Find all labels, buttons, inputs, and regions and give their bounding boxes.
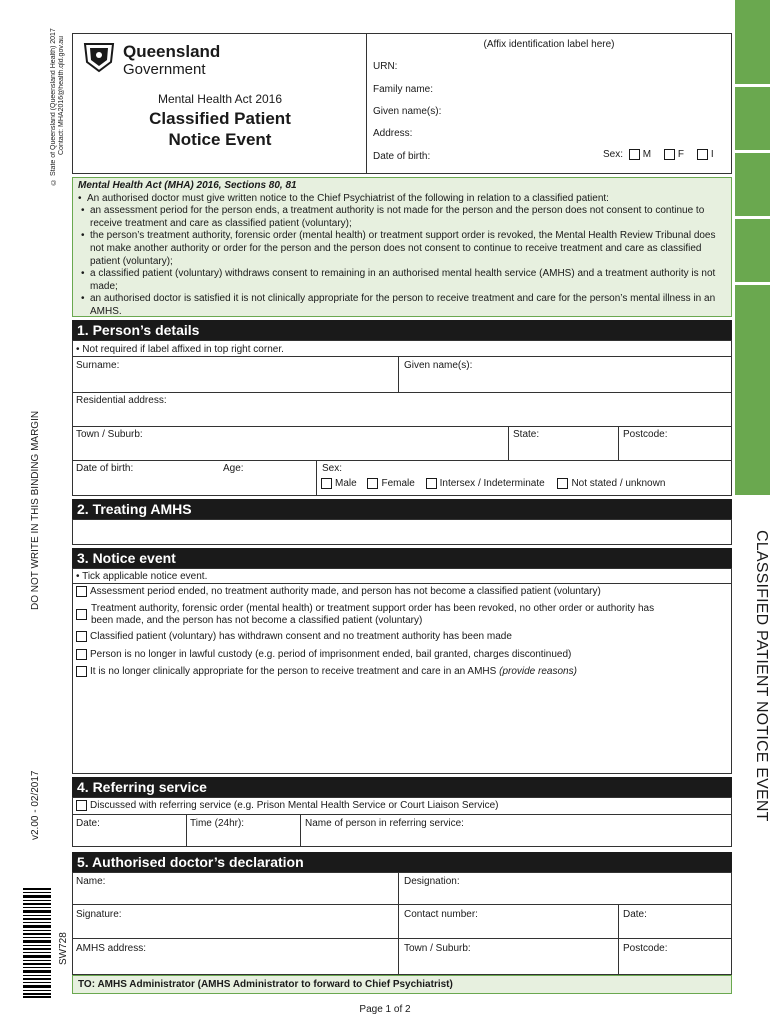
amhs-postcode-field[interactable]: Postcode: xyxy=(623,943,668,954)
form-code: SW728 xyxy=(58,932,69,965)
sex-m-label: M xyxy=(642,149,652,161)
residential-address-field[interactable]: Residential address: xyxy=(76,395,167,406)
male-label: Male xyxy=(335,478,357,490)
divider xyxy=(186,814,187,847)
info-intro: • An authorised doctor must give written notice to the Chief Psychiatrist of the following in relation to a classified patient: xyxy=(78,193,726,206)
notice-option-4-label: Person is no longer in lawful custody (e.g. period of imprisonment ended, bail granted, charges discontinued) xyxy=(90,649,572,661)
section-3-header: 3. Notice event xyxy=(72,548,732,568)
green-tab-3 xyxy=(735,153,770,216)
section-1-header: 1. Person’s details xyxy=(72,320,732,340)
info-item: • an authorised doctor is satisfied it is not clinically appropriate for the person to receive treatment and care for the person’s mental illness in an AMHS. xyxy=(78,293,726,318)
info-heading: Mental Health Act (MHA) 2016, Sections 80, 81 xyxy=(78,180,297,191)
notice-option-5-note: (provide reasons) xyxy=(499,666,577,678)
state-field[interactable]: State: xyxy=(513,429,540,440)
notice-option-2-checkbox[interactable] xyxy=(76,609,87,620)
divider xyxy=(398,356,399,392)
referral-person-field[interactable]: Name of person in referring service: xyxy=(305,818,464,829)
urn-label: URN: xyxy=(373,61,398,72)
section-1-fields xyxy=(72,340,732,496)
dob-label: Date of birth: xyxy=(373,151,431,162)
form-header xyxy=(72,33,732,174)
amhs-town-field[interactable]: Town / Suburb: xyxy=(404,943,471,954)
age-field[interactable]: Age: xyxy=(223,463,244,474)
divider xyxy=(508,426,509,460)
side-title: CLASSIFIED PATIENT NOTICE EVENT xyxy=(753,530,770,822)
notice-option-1-checkbox[interactable] xyxy=(76,586,87,597)
divider xyxy=(72,392,732,393)
notice-option-2[interactable] xyxy=(76,603,90,620)
green-tab-1 xyxy=(735,0,770,84)
copyright-text: © State of Queensland (Queensland Health) 2017 xyxy=(50,28,57,185)
notice-option-3[interactable] xyxy=(76,631,512,642)
divider xyxy=(618,904,619,975)
contact-text: Contact: MHA2016@health.qld.gov.au xyxy=(58,35,65,155)
discussed-label: Discussed with referring service (e.g. Prison Mental Health Service or Court Liaison Service) xyxy=(90,800,499,812)
sex-options xyxy=(321,478,665,489)
form-title-line1: Classified Patient xyxy=(149,109,291,128)
green-tab-4 xyxy=(735,219,770,282)
divider xyxy=(72,356,732,357)
s1-note: • Not required if label affixed in top right corner. xyxy=(76,344,284,355)
routing-instruction: TO: AMHS Administrator (AMHS Administrator to forward to Chief Psychiatrist) xyxy=(72,975,732,994)
doctor-name-field[interactable]: Name: xyxy=(76,876,106,887)
notice-option-5[interactable] xyxy=(76,666,577,677)
given-names-label: Given name(s): xyxy=(373,106,442,117)
divider xyxy=(72,938,732,939)
referral-date-field[interactable]: Date: xyxy=(76,818,100,829)
declaration-date-field[interactable]: Date: xyxy=(623,909,647,920)
divider xyxy=(72,426,732,427)
divider xyxy=(72,814,732,815)
info-item: • an assessment period for the person ends, a treatment authority is not made for the person and the person does not consent to continue to receive treatment and care as classified patient (voluntary); xyxy=(78,205,726,230)
female-checkbox[interactable] xyxy=(367,478,378,489)
sex-label: Sex: xyxy=(322,463,343,474)
legislation-info-box xyxy=(72,177,732,317)
version-text: v2.00 - 02/2017 xyxy=(30,770,41,840)
divider xyxy=(316,460,317,496)
not-stated-checkbox[interactable] xyxy=(557,478,568,489)
sex-f-checkbox[interactable] xyxy=(664,149,675,160)
sex-i-label: I xyxy=(710,149,714,161)
surname-field[interactable]: Surname: xyxy=(76,360,120,371)
info-item: • the person’s treatment authority, forensic order (mental health) or treatment support order is revoked, the Mental Health Review Tribunal does not make another authority or order for the person and the person does not consent to continue to receive treatment and care as classified patient (voluntary); xyxy=(78,230,726,268)
divider xyxy=(618,426,619,460)
sex-i-checkbox[interactable] xyxy=(697,149,708,160)
header-title-block xyxy=(73,34,367,173)
divider xyxy=(300,814,301,847)
notice-option-5-checkbox[interactable] xyxy=(76,666,87,677)
referral-time-field[interactable]: Time (24hr): xyxy=(190,818,245,829)
not-stated-label: Not stated / unknown xyxy=(571,478,666,490)
section-5-body xyxy=(72,872,732,975)
s3-note: • Tick applicable notice event. xyxy=(76,571,208,582)
info-item: • a classified patient (voluntary) withdraws consent to remaining in an authorised mental health service (AMHS) and a treatment authority is not made; xyxy=(78,268,726,293)
binding-margin-text: DO NOT WRITE IN THIS BINDING MARGIN xyxy=(30,410,41,610)
sex-label: Sex: xyxy=(603,149,624,161)
discussed-checkbox[interactable] xyxy=(76,800,87,811)
address-label: Address: xyxy=(373,128,413,139)
notice-option-5-label: It is no longer clinically appropriate for the person to receive treatment and care in an AMHS xyxy=(90,666,497,678)
queensland-crest-icon xyxy=(81,40,117,74)
sex-m-checkbox[interactable] xyxy=(629,149,640,160)
treating-amhs-field[interactable] xyxy=(72,519,732,545)
act-name: Mental Health Act 2016 xyxy=(157,92,283,106)
notice-option-4[interactable] xyxy=(76,649,571,660)
amhs-address-field[interactable]: AMHS address: xyxy=(76,943,147,954)
section-5-header: 5. Authorised doctor’s declaration xyxy=(72,852,732,872)
section-2-header: 2. Treating AMHS xyxy=(72,499,732,519)
postcode-field[interactable]: Postcode: xyxy=(623,429,668,440)
town-suburb-field[interactable]: Town / Suburb: xyxy=(76,429,143,440)
intersex-label: Intersex / Indeterminate xyxy=(439,478,545,490)
female-label: Female xyxy=(381,478,415,490)
id-label-area[interactable] xyxy=(367,34,731,173)
affix-label-text: (Affix identification label here) xyxy=(483,39,615,50)
page-number: Page 1 of 2 xyxy=(359,1004,411,1015)
dob-field[interactable]: Date of birth: xyxy=(76,463,134,474)
family-name-label: Family name: xyxy=(373,84,434,95)
green-tab-2 xyxy=(735,87,770,150)
notice-option-3-label: Classified patient (voluntary) has withdrawn consent and no treatment authority has been made xyxy=(90,631,512,643)
contact-number-field[interactable]: Contact number: xyxy=(404,909,478,920)
divider xyxy=(72,904,732,905)
divider xyxy=(398,872,399,975)
notice-option-3-checkbox[interactable] xyxy=(76,631,87,642)
notice-option-4-checkbox[interactable] xyxy=(76,649,87,660)
notice-option-2-label: Treatment authority, forensic order (mental health) or treatment support order has been revoked, no other order or authority has xyxy=(91,603,655,614)
divider xyxy=(72,583,732,584)
designation-field[interactable]: Designation: xyxy=(404,876,460,887)
intersex-checkbox[interactable] xyxy=(426,478,437,489)
divider xyxy=(72,460,732,461)
signature-field[interactable]: Signature: xyxy=(76,909,122,920)
notice-option-1-label: Assessment period ended, no treatment authority made, and person has not become a classified patient (voluntary) xyxy=(90,586,601,598)
green-tab-5 xyxy=(735,285,770,495)
barcode-image xyxy=(23,888,51,998)
section-4-header: 4. Referring service xyxy=(72,777,732,797)
brand-queensland: Queensland xyxy=(123,42,221,61)
brand-government: Government xyxy=(123,61,206,78)
sex-f-label: F xyxy=(677,149,685,161)
notice-option-1[interactable] xyxy=(76,586,601,597)
discussed-option[interactable] xyxy=(76,800,499,811)
given-names-field[interactable]: Given name(s): xyxy=(404,360,473,371)
form-title-line2: Notice Event xyxy=(168,130,272,149)
notice-option-2-label-cont: been made, and the person has not become a classified patient (voluntary) xyxy=(91,615,423,626)
sex-checkboxes xyxy=(603,149,714,160)
male-checkbox[interactable] xyxy=(321,478,332,489)
